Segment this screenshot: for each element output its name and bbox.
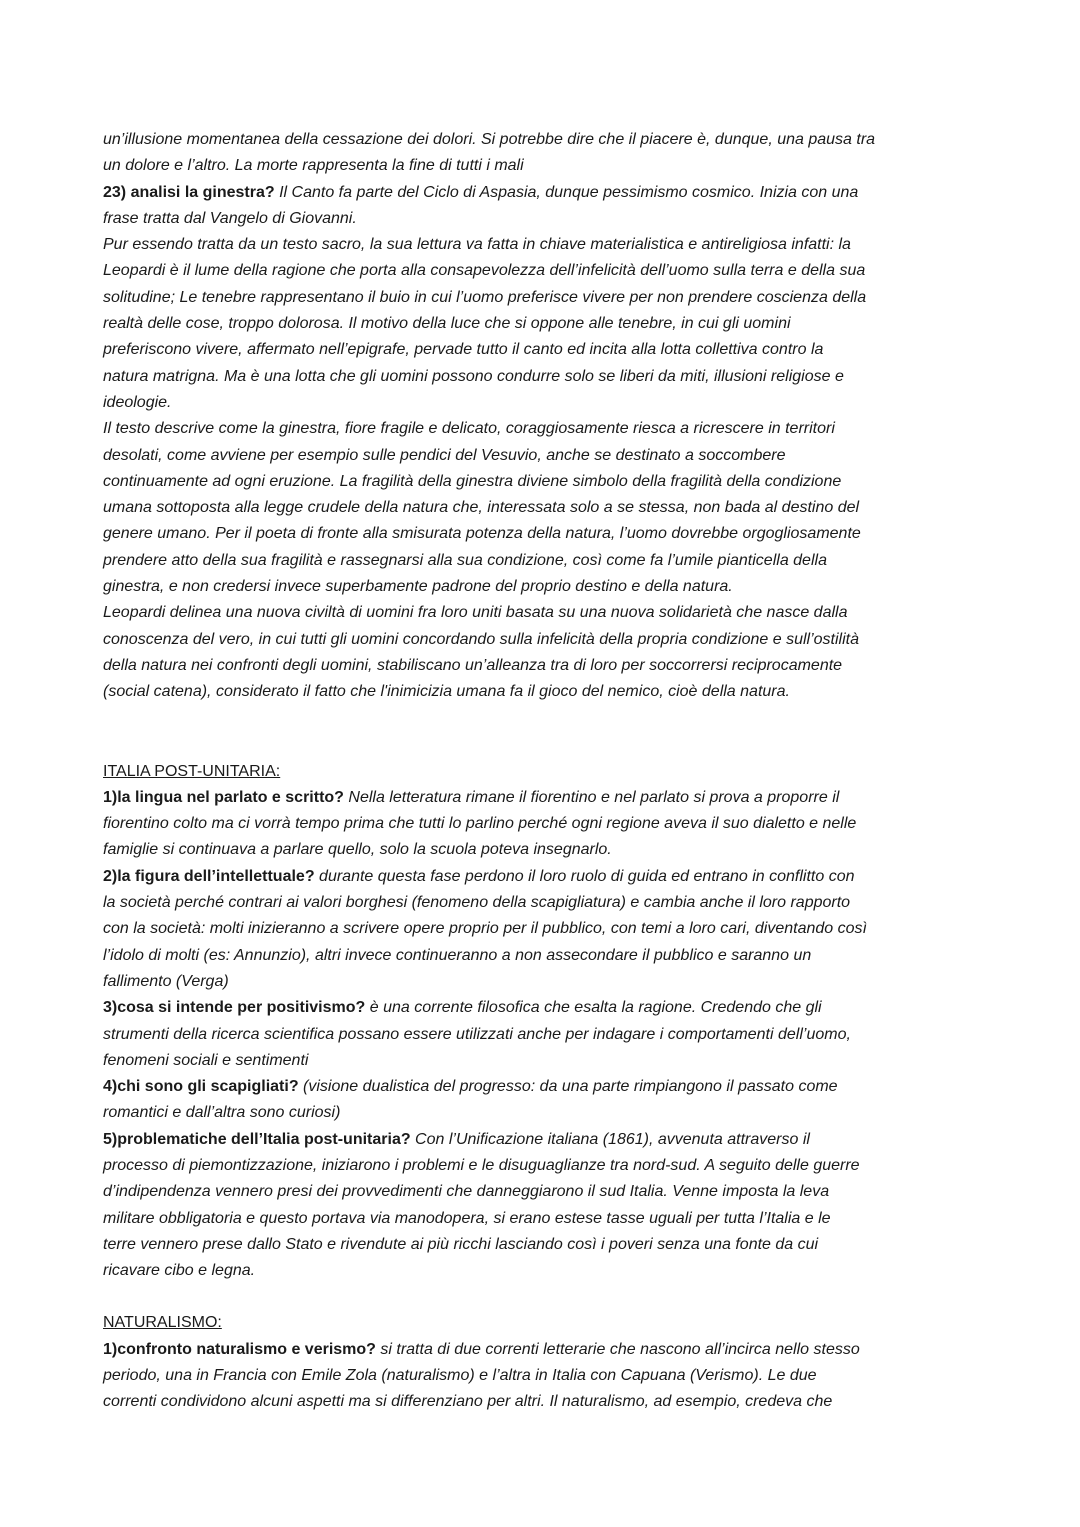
text-line: processo di piemontizzazione, iniziarono i problemi e le disuguaglianze tra nord-sud. A seguito delle guerre xyxy=(103,1156,860,1174)
text-line: fenomeni sociali e sentimenti xyxy=(103,1051,309,1069)
question-first-line xyxy=(103,864,1020,890)
text-line: della natura nei confronti degli uomini, stabiliscano un’alleanza tra di loro per soccorrersi reciprocamente xyxy=(103,656,843,674)
text-line: Leopardi è il lume della ragione che porta alla consapevolezza dell’infelicità dell’uomo sulla terra e della sua xyxy=(103,262,866,280)
question-label: 2)la figura dell’intellettuale? xyxy=(103,867,315,885)
question-first-line xyxy=(103,785,1020,811)
question-first-line xyxy=(103,1127,1020,1153)
text-line: natura matrigna. Ma è una lotta che gli uomini possono condurre solo se liberi da miti, illusioni religiose e xyxy=(103,367,844,385)
question-label: 4)chi sono gli scapigliati? xyxy=(103,1078,299,1096)
text-line: frase tratta dal Vangelo di Giovanni. xyxy=(103,209,357,227)
section-heading: NATURALISMO: xyxy=(103,1314,222,1332)
text-line: strumenti della ricerca scientifica possano essere utilizzati anche per indagare i comportamenti dell’uomo, xyxy=(103,1025,851,1043)
text-line: fallimento (Verga) xyxy=(103,972,229,990)
answer-text: Nella letteratura rimane il fiorentino e nel parlato si prova a proporre il xyxy=(343,788,840,806)
answer-text: Con l’Unificazione italiana (1861), avvenuta attraverso il xyxy=(410,1130,810,1148)
question-list xyxy=(103,1337,1020,1416)
answer-text: (visione dualistica del progresso: da una parte rimpiangono il passato come xyxy=(298,1078,838,1096)
text-line: periodo, una in Francia con Emile Zola (naturalismo) e l’altra in Italia con Capuana (Verismo). Le due xyxy=(103,1367,817,1385)
question-first-line xyxy=(103,1074,1020,1100)
intro-paragraph xyxy=(103,127,1020,180)
answer-text: Il Canto fa parte del Ciclo di Aspasia, dunque pessimismo cosmico. Inizia con una xyxy=(274,183,859,201)
text-line: solitudine; Le tenebre rappresentano il buio in cui l’uomo preferisce vivere per non prendere coscienza della xyxy=(103,288,867,306)
text-line: correnti condividono alcuni aspetti ma si differenziano per altri. Il naturalismo, ad esempio, credeva che xyxy=(103,1393,833,1411)
text-line: romantici e dall’altra sono curiosi) xyxy=(103,1104,341,1122)
section-italia-post-unitaria xyxy=(103,759,1020,1285)
text-line: un dolore e l’altro. La morte rappresenta la fine di tutti i mali xyxy=(103,157,524,175)
answer-lines xyxy=(103,206,1020,706)
text-line: Il testo descrive come la ginestra, fiore fragile e delicato, coraggiosamente riesca a ricrescere in territori xyxy=(103,420,835,438)
question-item xyxy=(103,995,1020,1074)
question-item xyxy=(103,864,1020,995)
text-line: l’idolo di molti (es: Annunzio), altri invece continueranno a non assecondare il pubblico e saranno un xyxy=(103,946,812,964)
answer-text: è una corrente filosofica che esalta la ragione. Credendo che gli xyxy=(365,999,822,1017)
question-item xyxy=(103,1074,1020,1127)
question-item xyxy=(103,785,1020,864)
text-line: desolati, come avviene per esempio sulle pendici del Vesuvio, anche se destinato a soccombere xyxy=(103,446,786,464)
text-line: prendere atto della sua fragilità e rassegnarsi alla sua condizione, così come fa l’umile pianticella della xyxy=(103,551,827,569)
section-heading: ITALIA POST-UNITARIA: xyxy=(103,762,281,780)
question-label: 1)la lingua nel parlato e scritto? xyxy=(103,788,344,806)
text-line: genere umano. Per il poeta di fronte alla smisurata potenza della natura, l’uomo dovrebbe orgogliosamente xyxy=(103,525,861,543)
question-label: 23) analisi la ginestra? xyxy=(103,183,275,201)
text-line: ideologie. xyxy=(103,393,172,411)
text-line: preferiscono vivere, affermato nell’epigrafe, pervade tutto il canto ed incita alla lotta collettiva contro la xyxy=(103,341,824,359)
text-line: continuamente ad ogni eruzione. La fragilità della ginestra diviene simbolo della fragilità della condizione xyxy=(103,472,842,490)
text-line: Leopardi delinea una nuova civiltà di uomini fra loro uniti basata su una nuova solidarietà che nasce dalla xyxy=(103,604,848,622)
question-label: 1)confronto naturalismo e verismo? xyxy=(103,1340,376,1358)
question-first-line xyxy=(103,995,1020,1021)
text-line: la società perché contrari ai valori borghesi (fenomeno della scapigliatura) e cambia anche il loro rapporto xyxy=(103,894,851,912)
question-23 xyxy=(103,180,1020,706)
text-line: militare obbligatoria e questo portava via manodopera, si erano estese tasse uguali per tutta l’Italia e le xyxy=(103,1209,831,1227)
text-line: umana sottoposta alla legge crudele della natura che, interessata solo a se stessa, non bada al destino del xyxy=(103,499,860,517)
answer-text: si tratta di due correnti letterarie che nascono all’incirca nello stesso xyxy=(375,1340,860,1358)
text-line: un’illusione momentanea della cessazione dei dolori. Si potrebbe dire che il piacere è, dunque, una pausa tra xyxy=(103,131,876,148)
text-line: ricavare cibo e legna. xyxy=(103,1262,256,1280)
text-line: con la società: molti inizieranno a scrivere opere proprio per il pubblico, con temi a loro cari, diventando così xyxy=(103,920,867,938)
text-line: Pur essendo tratta da un testo sacro, la sua lettura va fatta in chiave materialistica e antireligiosa infatti: la xyxy=(103,236,851,254)
section-naturalismo xyxy=(103,1310,1020,1415)
question-first-line xyxy=(103,1337,1020,1363)
question-label: 3)cosa si intende per positivismo? xyxy=(103,999,366,1017)
answer-text: durante questa fase perdono il loro ruolo di guida ed entrano in conflitto con xyxy=(314,867,855,885)
text-line: realtà delle cose, troppo dolorosa. Il motivo della luce che si oppone alle tenebre, in cui gli uomini xyxy=(103,315,791,333)
text-line: famiglie si continuava a parlare quello, solo la scuola poteva insegnarlo. xyxy=(103,841,612,859)
text-line: ginestra, e non credersi invece superbamente padrone del proprio destino e della natura. xyxy=(103,578,733,596)
text-line: conoscenza del vero, in cui tutti gli uomini concordando sulla infelicità della propria condizione e sull’ostilità xyxy=(103,630,859,648)
question-item xyxy=(103,1337,1020,1416)
text-line: fiorentino colto ma ci vorrà tempo prima che tutti lo parlino perché ogni regione aveva il suo dialetto e nelle xyxy=(103,815,857,833)
question-item xyxy=(103,1127,1020,1285)
text-line: (social catena), considerato il fatto che l'inimicizia umana fa il gioco del nemico, cioè della natura. xyxy=(103,683,790,701)
question-label: 5)problematiche dell’Italia post-unitaria? xyxy=(103,1130,411,1148)
question-list xyxy=(103,785,1020,1285)
text-line: d’indipendenza vennero presi dei provvedimenti che danneggiarono il sud Italia. Venne imposta la leva xyxy=(103,1183,830,1201)
question-first-line xyxy=(103,180,1020,206)
text-line: terre vennero prese dallo Stato e rivendute ai più ricchi lasciando così i poveri senza una fonte da cui xyxy=(103,1235,819,1253)
